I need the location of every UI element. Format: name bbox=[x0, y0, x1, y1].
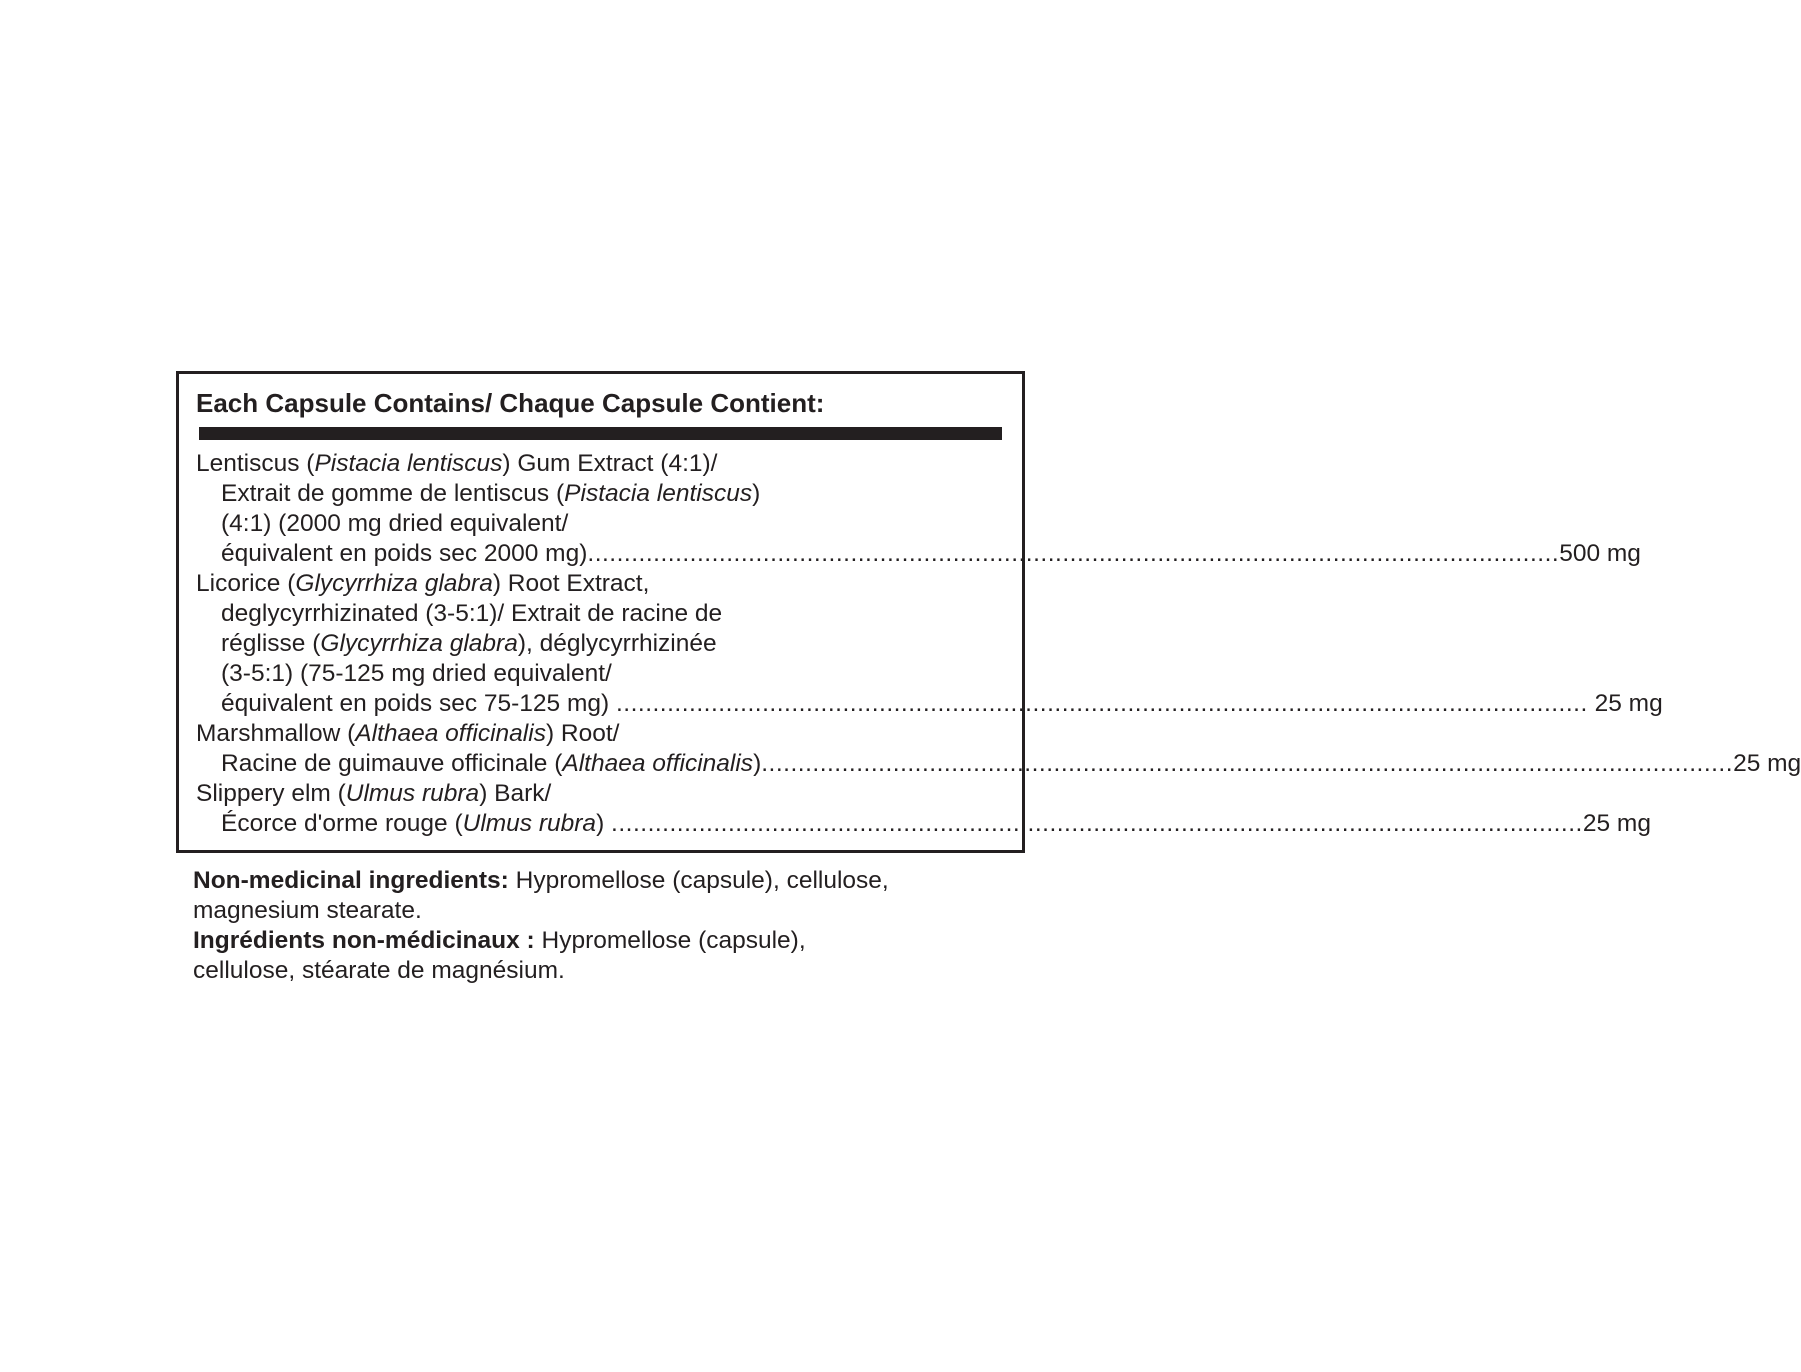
ingredient-amount-line: Racine de guimauve officinale (Althaea officinalis) ..................................................................................................................................... 25 mg bbox=[221, 750, 1801, 777]
non-medicinal-fr-cont: cellulose, stéarate de magnésium. bbox=[193, 957, 565, 984]
latin-name: Pistacia lentiscus bbox=[314, 450, 503, 477]
latin-name: Althaea officinalis bbox=[562, 750, 754, 777]
ingredient-line: (4:1) (2000 mg dried equivalent/ bbox=[221, 510, 569, 537]
latin-name: Pistacia lentiscus bbox=[564, 480, 753, 507]
dot-leader: ..................................................................................................................................... bbox=[587, 540, 1560, 567]
ingredient-line: Licorice (Glycyrrhiza glabra) Root Extract, bbox=[196, 570, 650, 597]
latin-name: Glycyrrhiza glabra bbox=[295, 570, 493, 597]
ingredient-line: Extrait de gomme de lentiscus (Pistacia lentiscus) bbox=[221, 480, 761, 507]
latin-name: Glycyrrhiza glabra bbox=[320, 630, 518, 657]
non-medicinal-fr: Ingrédients non-médicinaux : Hypromellose (capsule), bbox=[193, 927, 806, 954]
non-medicinal-label-fr: Ingrédients non-médicinaux : bbox=[193, 927, 535, 954]
dot-leader: ..................................................................................................................................... bbox=[611, 810, 1583, 837]
dot-leader: ..................................................................................................................................... bbox=[615, 690, 1588, 717]
ingredients-panel bbox=[176, 371, 1801, 853]
latin-name: Ulmus rubra bbox=[462, 810, 597, 837]
non-medicinal-section bbox=[193, 866, 1023, 986]
latin-name: Althaea officinalis bbox=[355, 720, 546, 747]
ingredient-amount: 500 mg bbox=[1559, 540, 1641, 567]
ingredient-line: Slippery elm (Ulmus rubra) Bark/ bbox=[196, 780, 552, 807]
ingredient-amount-line: équivalent en poids sec 75-125 mg) ..................................................................................................................................... 25 mg bbox=[221, 690, 1663, 717]
non-medicinal-label-en: Non-medicinal ingredients: bbox=[193, 867, 509, 894]
ingredient-line: deglycyrrhizinated (3-5:1)/ Extrait de racine de bbox=[221, 600, 723, 627]
title-rule bbox=[199, 427, 1002, 440]
ingredient-amount: 25 mg bbox=[1582, 810, 1651, 837]
ingredient-line: Marshmallow (Althaea officinalis) Root/ bbox=[196, 720, 620, 747]
dot-leader: ..................................................................................................................................... bbox=[761, 750, 1734, 777]
ingredient-line: (3-5:1) (75-125 mg dried equivalent/ bbox=[221, 660, 612, 687]
ingredient-list bbox=[196, 449, 1801, 839]
panel-title: Each Capsule Contains/ Chaque Capsule Contient: bbox=[196, 388, 825, 418]
ingredient-amount-line: Écorce d'orme rouge (Ulmus rubra) ..................................................................................................................................... 25 mg bbox=[221, 810, 1651, 837]
latin-name: Ulmus rubra bbox=[345, 780, 480, 807]
ingredient-amount: 25 mg bbox=[1733, 750, 1801, 777]
ingredient-line: réglisse (Glycyrrhiza glabra), déglycyrrhizinée bbox=[221, 630, 717, 657]
ingredient-amount: 25 mg bbox=[1587, 690, 1663, 717]
non-medicinal-en-cont: magnesium stearate. bbox=[193, 897, 422, 924]
ingredient-amount-line: équivalent en poids sec 2000 mg) ..................................................................................................................................... 500 mg bbox=[221, 540, 1641, 567]
non-medicinal-en: Non-medicinal ingredients: Hypromellose (capsule), cellulose, bbox=[193, 867, 889, 894]
ingredient-line: Lentiscus (Pistacia lentiscus) Gum Extract (4:1)/ bbox=[196, 450, 718, 477]
